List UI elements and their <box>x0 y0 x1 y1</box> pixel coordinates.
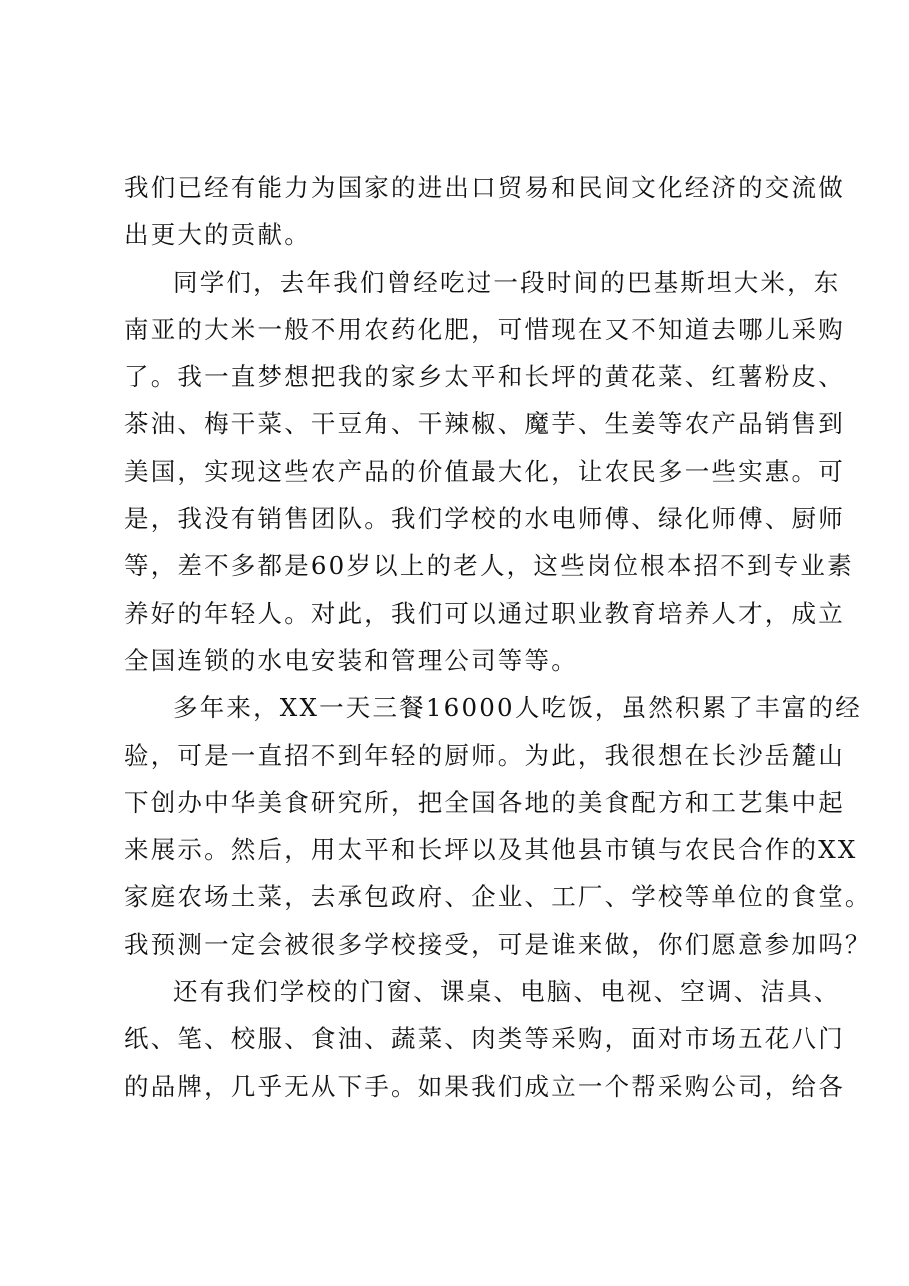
paragraph <box>124 259 854 685</box>
text-line: 纸、笔、校服、食油、蔬菜、肉类等采购，面对市场五花八门 <box>124 1024 845 1054</box>
text-line: 下创办中华美食研究所，把全国各地的美食配方和工艺集中起 <box>124 787 845 817</box>
text-line: 养好的年轻人。对此，我们可以通过职业教育培养人才，成立 <box>124 598 845 628</box>
text-line: 验，可是一直招不到年轻的厨师。为此，我很想在长沙岳麓山 <box>124 740 845 770</box>
text-line: 来展示。然后，用太平和长坪以及其他县市镇与农民合作的XX <box>124 835 858 865</box>
text-line: 还有我们学校的门窗、课桌、电脑、电视、空调、洁具、 <box>173 977 841 1007</box>
text-line: 茶油、梅干菜、干豆角、干辣椒、魔芋、生姜等农产品销售到 <box>124 409 845 439</box>
text-line: 我预测一定会被很多学校接受，可是谁来做，你们愿意参加吗？ <box>124 929 872 959</box>
text-line: 是，我没有销售团队。我们学校的水电师傅、绿化师傅、厨师 <box>124 504 845 534</box>
text-line: 同学们，去年我们曾经吃过一段时间的巴基斯坦大米，东 <box>173 267 841 297</box>
text-line: 了。我一直梦想把我的家乡太平和长坪的黄花菜、红薯粉皮、 <box>124 362 845 392</box>
paragraph <box>124 684 872 968</box>
paragraph <box>124 968 845 1110</box>
paragraph <box>124 164 845 259</box>
text-line: 南亚的大米一般不用农药化肥，可惜现在又不知道去哪儿采购 <box>124 314 845 344</box>
document-body <box>124 164 872 1110</box>
text-line: 的品牌，几乎无从下手。如果我们成立一个帮采购公司，给各 <box>124 1071 845 1101</box>
text-line: 我们已经有能力为国家的进出口贸易和民间文化经济的交流做 <box>124 173 845 202</box>
text-line: 美国，实现这些农产品的价值最大化，让农民多一些实惠。可 <box>124 456 845 486</box>
text-line: 等，差不多都是60岁以上的老人，这些岗位根本招不到专业素 <box>124 551 854 581</box>
text-line: 出更大的贡献。 <box>124 220 311 250</box>
text-line: 多年来，XX一天三餐16000人吃饭，虽然积累了丰富的经 <box>173 693 862 723</box>
text-line: 家庭农场土菜，去承包政府、企业、工厂、学校等单位的食堂。 <box>124 882 872 912</box>
text-line: 全国连锁的水电安装和管理公司等等。 <box>124 645 578 675</box>
